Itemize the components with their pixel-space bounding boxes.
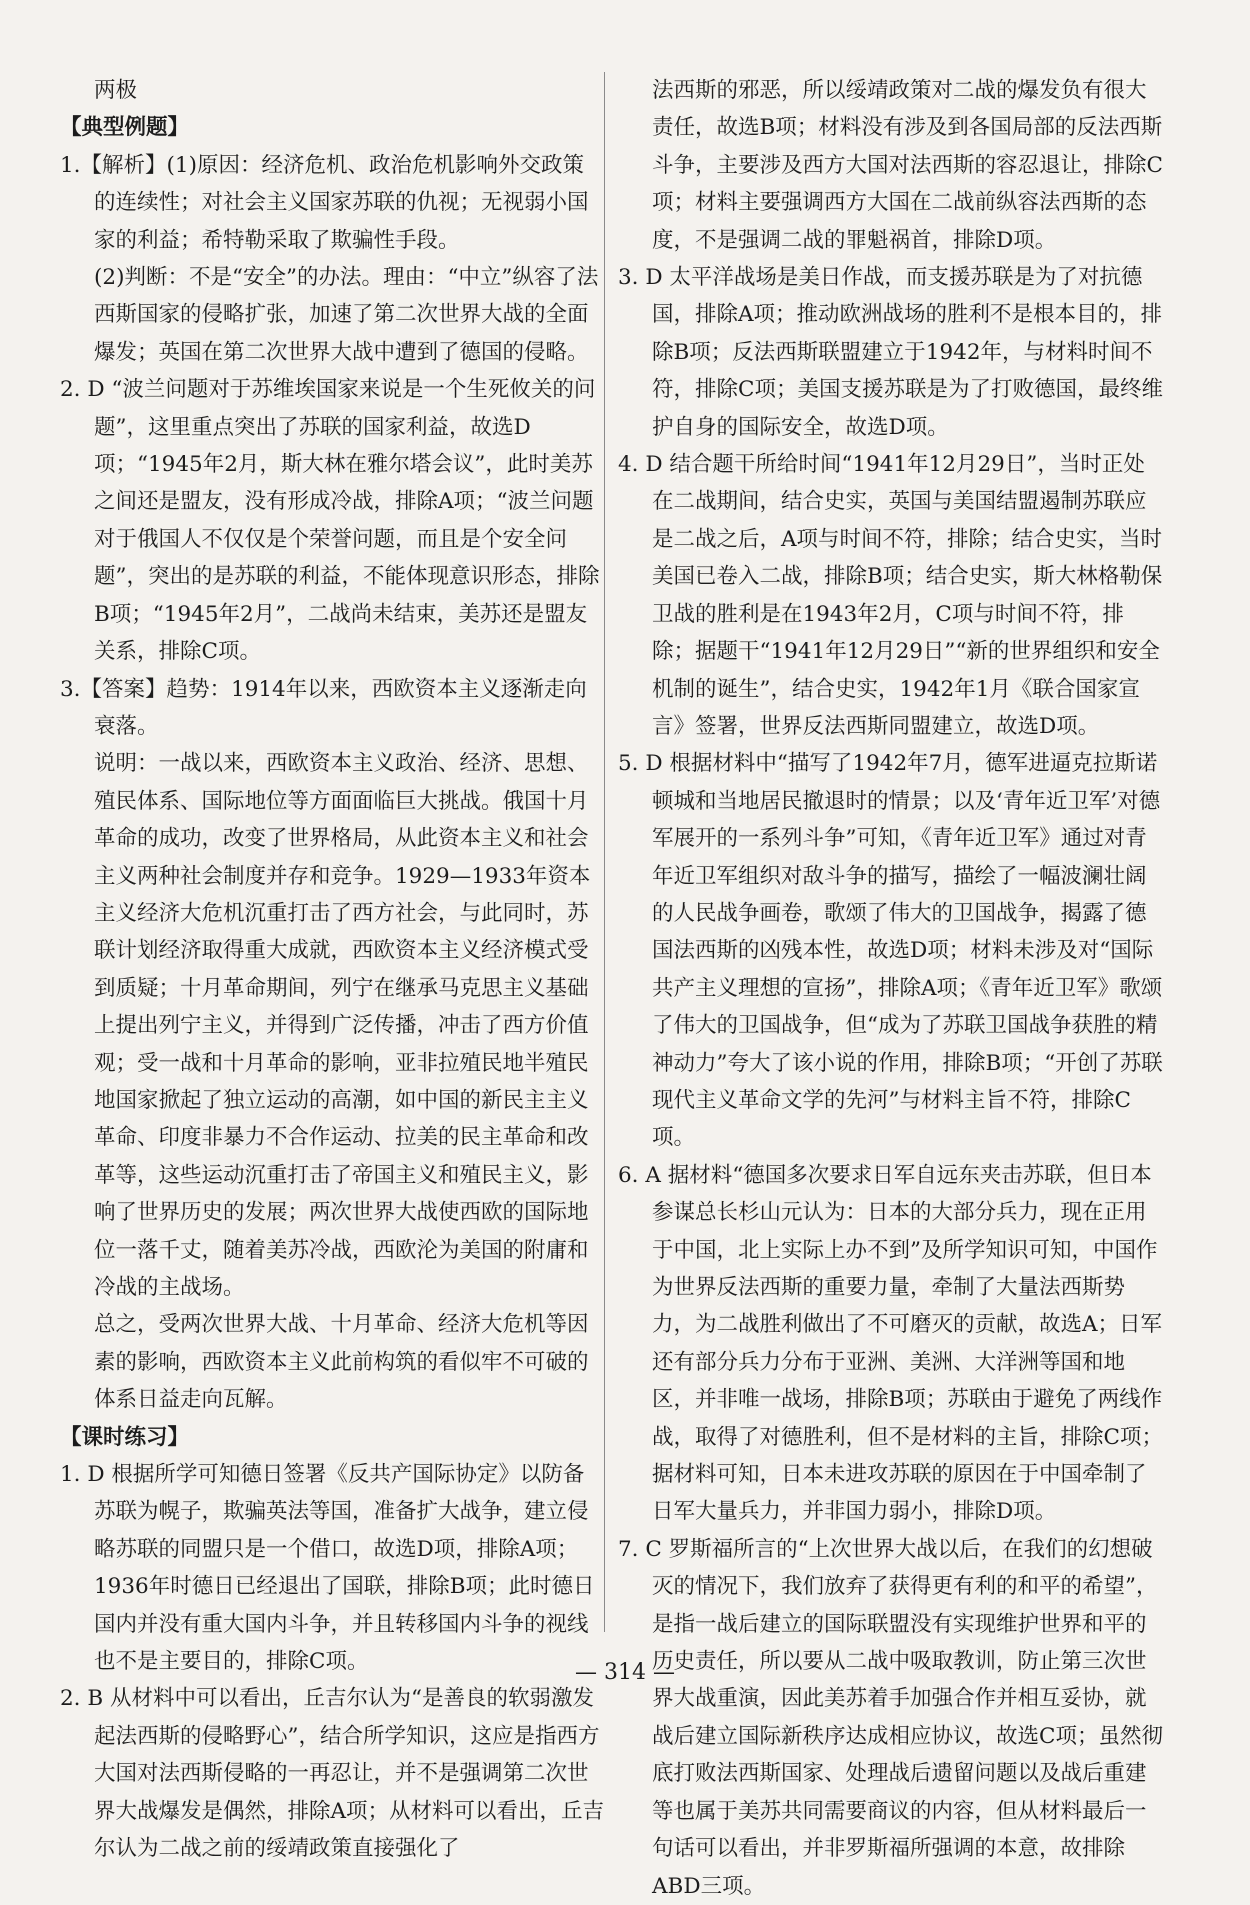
paragraph: 3.【答案】趋势：1914年以来，西欧资本主义逐渐走向衰落。 <box>60 676 587 739</box>
paragraph: 1. D 根据所学可知德日签署《反共产国际协定》以防备苏联为幌子，欺骗英法等国，准备扩大战争，建立侵略苏联的同盟只是一个借口，故选D项，排除A项；1936年时德日已经退出了国联，排除B项；此时德日国内并没有重大国内斗争，并且转移国内斗争的视线也不是主要目的，排除C项。 <box>60 1462 595 1675</box>
paragraph: 3. D 太平洋战场是美日作战，而支援苏联是为了对抗德国，排除A项；推动欧洲战场的胜利不是根本目的，排除B项；反法西斯联盟建立于1942年，与材料时间不符，排除C项；美国支援苏联是为了打败德国，最终维护自身的国际安全，故选D项。 <box>618 265 1163 440</box>
column-divider <box>604 72 605 1632</box>
paragraph: 1.【解析】(1)原因：经济危机、政治危机影响外交政策的连续性；对社会主义国家苏联的仇视；无视弱小国家的利益；希特勒采取了欺骗性手段。 <box>60 152 589 253</box>
paragraph: (2)判断：不是“安全”的办法。理由：“中立”纵容了法西斯国家的侵略扩张，加速了第二次世界大战的全面爆发；英国在第二次世界大战中遭到了德国的侵略。 <box>94 265 599 365</box>
section-heading: 【课时练习】 <box>60 1424 190 1450</box>
right-column <box>618 72 1163 1905</box>
left-column <box>60 72 605 1868</box>
page-number: — 314 — <box>575 1660 675 1685</box>
paragraph: 2. D “波兰问题对于苏维埃国家来说是一个生死攸关的问题”，这里重点突出了苏联的国家利益，故选D项；“1945年2月，斯大林在雅尔塔会议”，此时美苏之间还是盟友，没有形成冷战，排除A项；“波兰问题对于俄国人不仅仅是个荣誉问题，而且是个安全问题”，突出的是苏联的利益，不能体现意识形态，排除B项；“1945年2月”，二战尚未结束，美苏还是盟友关系，排除C项。 <box>60 377 600 665</box>
paragraph: 两极 <box>94 78 138 103</box>
paragraph: 5. D 根据材料中“描写了1942年7月，德军进逼克拉斯诺顿城和当地居民撤退时的情景；以及‘青年近卫军’对德军展开的一系列斗争”可知，《青年近卫军》通过对青年近卫军组织对敌斗争的描写，描绘了一幅波澜壮阔的人民战争画卷，歌颂了伟大的卫国战争，揭露了德国法西斯的凶残本性，故选D项；材料未涉及对“国际共产主义理想的宣扬”，排除A项；《青年近卫军》歌颂了伟大的卫国战争，但“成为了苏联卫国战争获胜的精神动力”夸大了该小说的作用，排除B项；“开创了苏联现代主义革命文学的先河”与材料主旨不符，排除C项。 <box>618 751 1163 1151</box>
paragraph: 7. C 罗斯福所言的“上次世界大战以后，在我们的幻想破灭的情况下，我们放弃了获得更有利的和平的希望”，是指一战后建立的国际联盟没有实现维护世界和平的历史责任，所以要从二战中吸取教训，防止第三次世界大战重演，因此美苏着手加强合作并相互妥协，就战后建立国际新秩序达成相应协议，故选C项；虽然彻底打败法西斯国家、处理战后遗留问题以及战后重建等也属于美苏共同需要商议的内容，但从材料最后一句话可以看出，并非罗斯福所强调的本意，故排除ABD三项。 <box>618 1536 1163 1899</box>
paragraph: 6. A 据材料“德国多次要求日军自远东夹击苏联，但日本参谋总长杉山元认为：日本的大部分兵力，现在正用于中国，北上实际上办不到”及所学知识可知，中国作为世界反法西斯的重要力量，牵制了大量法西斯势力，为二战胜利做出了不可磨灭的贡献，故选A；日军还有部分兵力分布于亚洲、美洲、大洋洲等国和地区，并非唯一战场，排除B项；苏联由于避免了两线作战，取得了对德胜利，但不是材料的主旨，排除C项；据材料可知，日本未进攻苏联的原因在于中国牵制了日军大量兵力，并非国力弱小，排除D项。 <box>618 1162 1163 1525</box>
paragraph: 法西斯的邪恶，所以绥靖政策对二战的爆发负有很大责任，故选B项；材料没有涉及到各国局部的反法西斯斗争，主要涉及西方大国对法西斯的容忍退让，排除C项；材料主要强调西方大国在二战前纵容法西斯的态度，不是强调二战的罪魁祸首，排除D项。 <box>652 78 1163 253</box>
section-heading: 【典型例题】 <box>60 115 190 141</box>
paragraph: 总之，受两次世界大战、十月革命、经济大危机等因素的影响，西欧资本主义此前构筑的看似牢不可破的体系日益走向瓦解。 <box>94 1312 589 1413</box>
paragraph: 4. D 结合题干所给时间“1941年12月29日”，当时正处在二战期间，结合史实，英国与美国结盟遏制苏联应是二战之后，A项与时间不符，排除；结合史实，当时美国已卷入二战，排除B项；结合史实，斯大林格勒保卫战的胜利是在1943年2月，C项与时间不符，排除；据题干“1941年12月29日”“新的世界组织和安全机制的诞生”，结合史实，1942年1月《联合国家宣言》签署，世界反法西斯同盟建立，故选D项。 <box>618 452 1163 739</box>
paragraph: 说明：一战以来，西欧资本主义政治、经济、思想、殖民体系、国际地位等方面面临巨大挑战。俄国十月革命的成功，改变了世界格局，从此资本主义和社会主义两种社会制度并存和竞争。1929—1933年资本主义经济大危机沉重打击了西方社会，与此同时，苏联计划经济取得重大成就，西欧资本主义经济模式受到质疑；十月革命期间，列宁在继承马克思主义基础上提出列宁主义，并得到广泛传播，冲击了西方价值观；受一战和十月革命的影响，亚非拉殖民地半殖民地国家掀起了独立运动的高潮，如中国的新民主主义革命、印度非暴力不合作运动、拉美的民主革命和改革等，这些运动沉重打击了帝国主义和殖民主义，影响了世界历史的发展；两次世界大战使西欧的国际地位一落千丈，随着美苏冷战，西欧沦为美国的附庸和冷战的主战场。 <box>94 751 591 1300</box>
paragraph: 2. B 从材料中可以看出，丘吉尔认为“是善良的软弱激发起法西斯的侵略野心”，结合所学知识，这应是指西方大国对法西斯侵略的一再忍让，并不是强调第二次世界大战爆发是偶然，排除A项；从材料可以看出，丘吉尔认为二战之前的绥靖政策直接强化了 <box>60 1686 605 1862</box>
